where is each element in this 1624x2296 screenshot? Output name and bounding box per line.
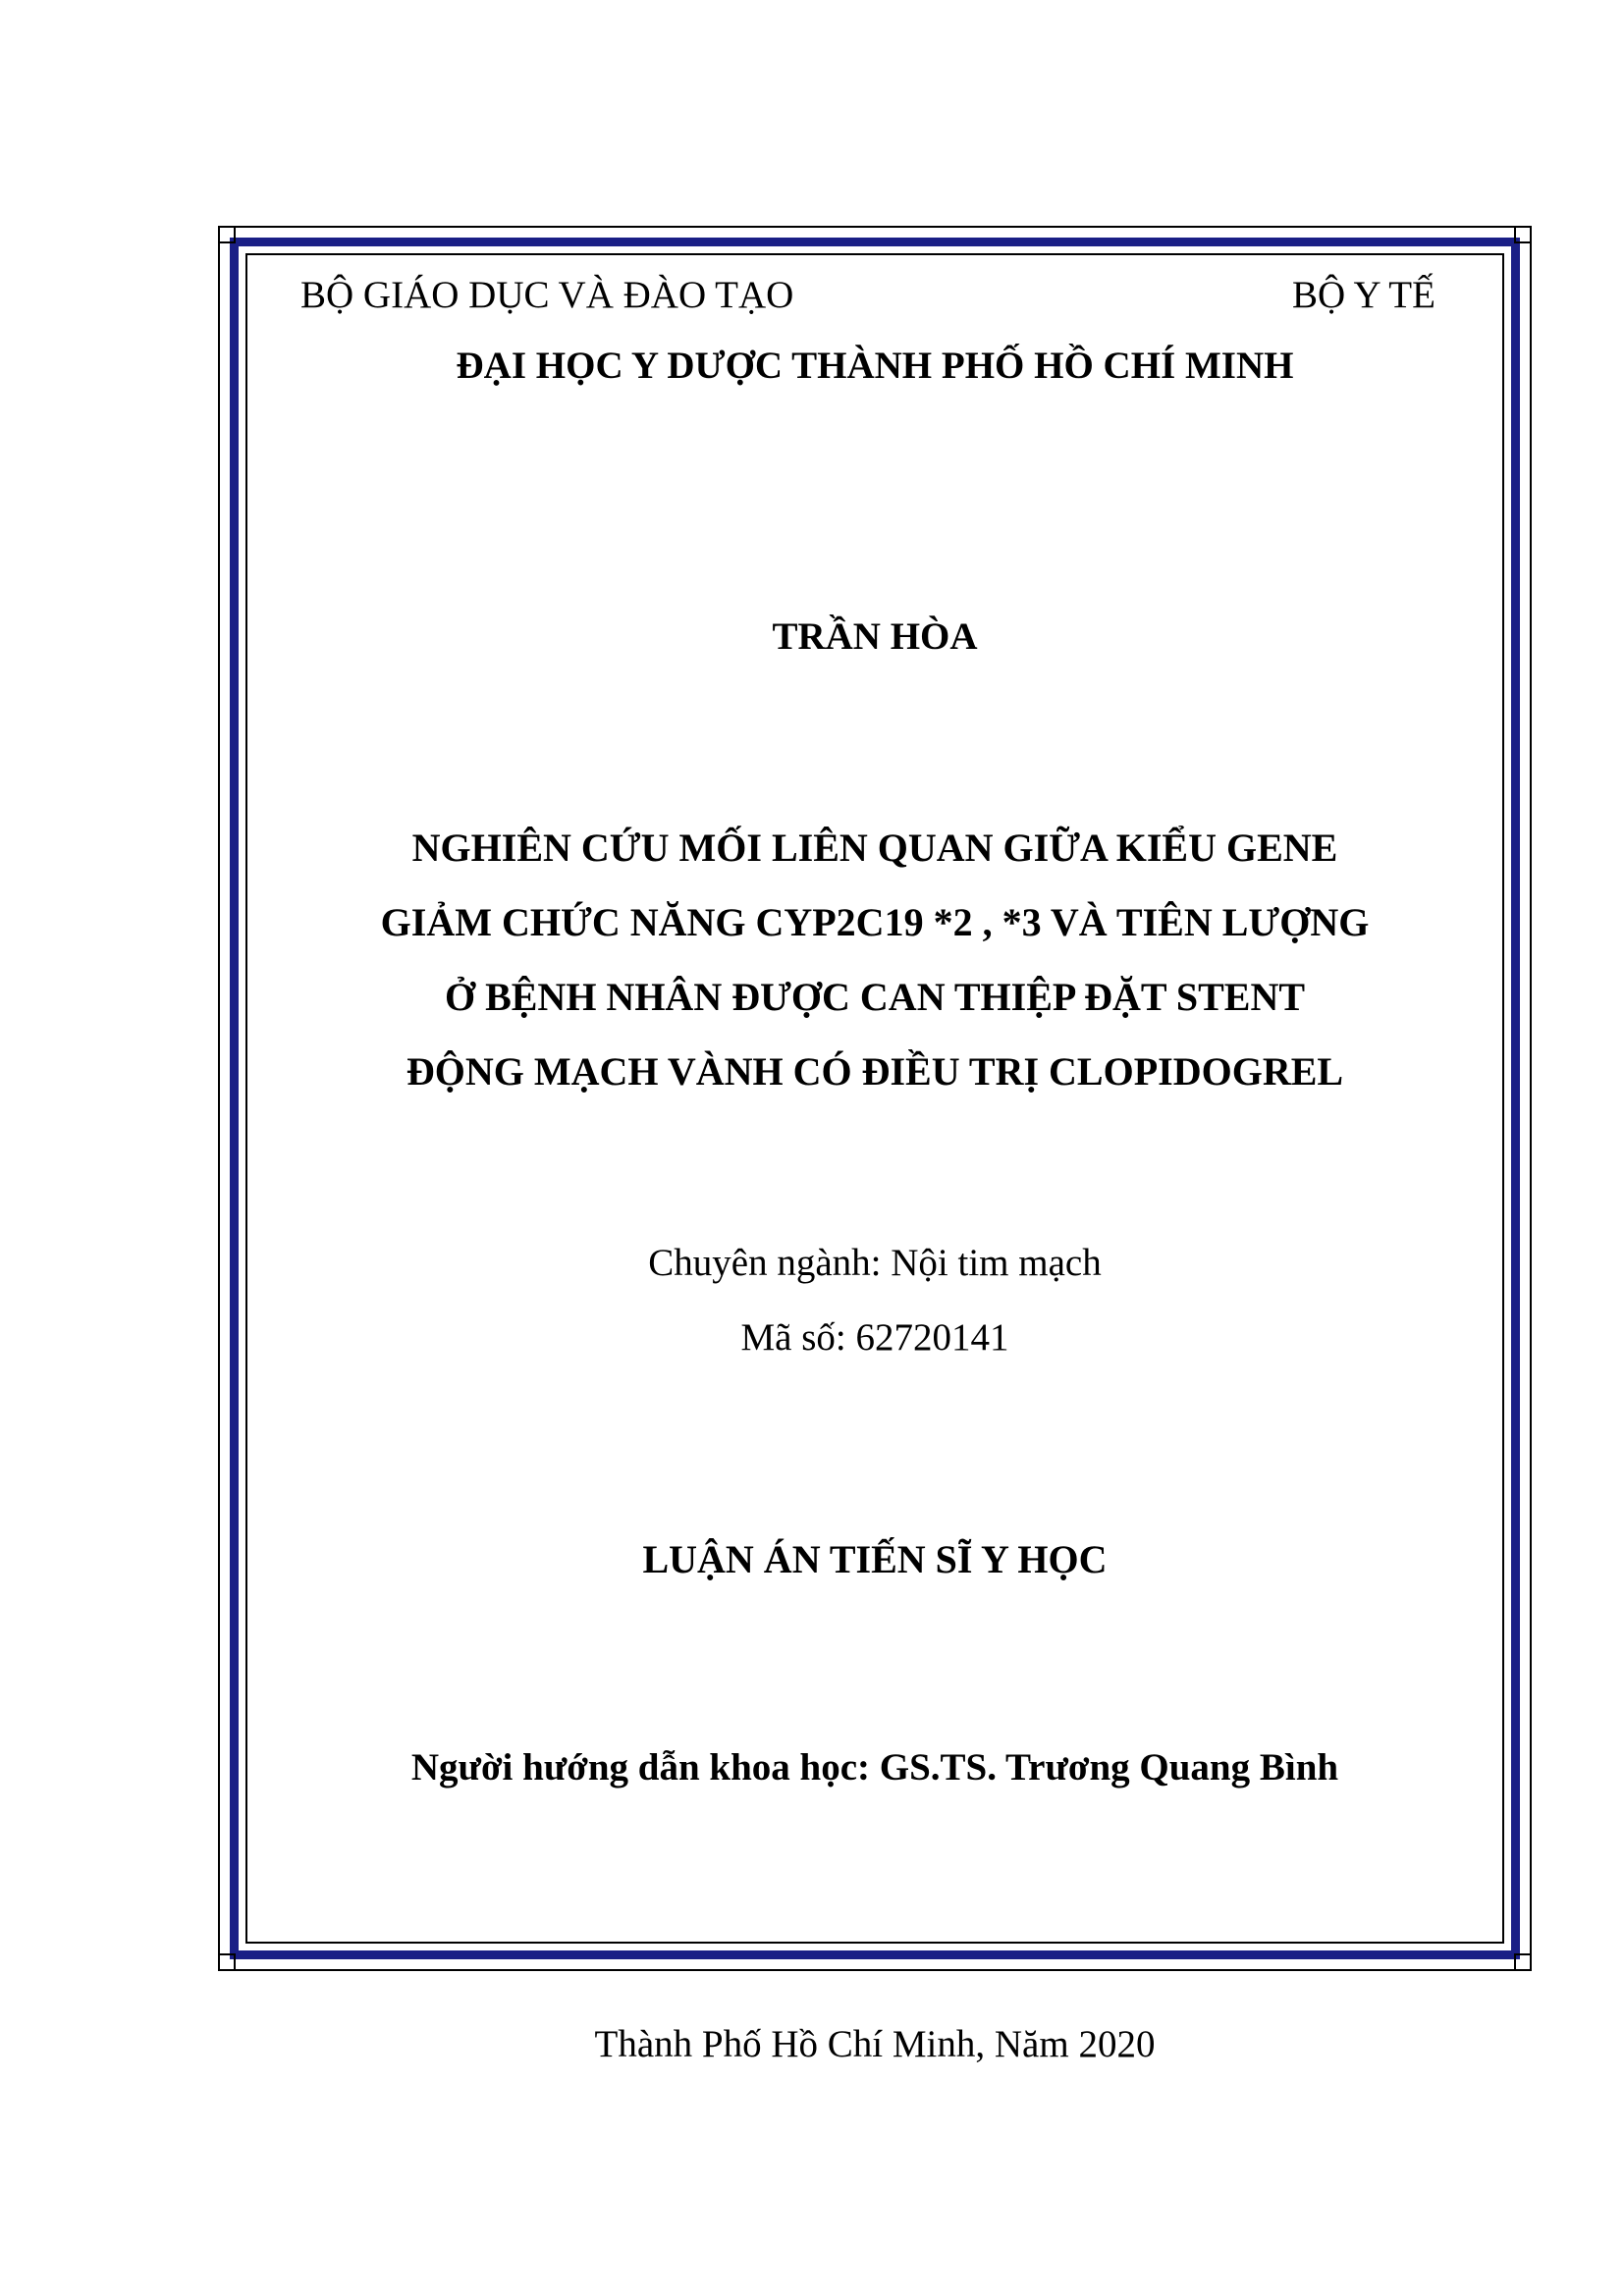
ministry-education: BỘ GIÁO DỤC VÀ ĐÀO TẠO	[300, 274, 794, 316]
border-corner-top-right	[1514, 226, 1532, 243]
university-name: ĐẠI HỌC Y DƯỢC THÀNH PHỐ HỒ CHÍ MINH	[456, 345, 1294, 387]
thesis-title-line: Ở BỆNH NHÂN ĐƯỢC CAN THIỆP ĐẶT STENT	[444, 975, 1306, 1019]
degree-type: LUẬN ÁN TIẾN SĨ Y HỌC	[642, 1537, 1108, 1581]
border-corner-top-left	[218, 226, 236, 243]
specialty: Chuyên ngành: Nội tim mạch	[648, 1242, 1102, 1284]
thesis-title-line: GIẢM CHỨC NĂNG CYP2C19 *2 , *3 VÀ TIÊN LƯỢNG	[380, 900, 1370, 944]
place-and-year: Thành Phố Hồ Chí Minh, Năm 2020	[594, 2023, 1156, 2065]
specialty-code: Mã số: 62720141	[740, 1316, 1009, 1359]
thesis-title-line: ĐỘNG MẠCH VÀNH CÓ ĐIỀU TRỊ CLOPIDOGREL	[406, 1049, 1344, 1094]
author-name: TRẦN HÒA	[772, 615, 978, 658]
ministry-health: BỘ Y TẾ	[1292, 274, 1435, 316]
scientific-advisor: Người hướng dẫn khoa học: GS.TS. Trương Quang Bình	[410, 1746, 1339, 1789]
thesis-title	[245, 811, 1504, 1109]
border-corner-bottom-right	[1514, 1953, 1532, 1971]
border-corner-bottom-left	[218, 1953, 236, 1971]
thesis-title-line: NGHIÊN CỨU MỐI LIÊN QUAN GIỮA KIỂU GENE	[411, 826, 1338, 870]
